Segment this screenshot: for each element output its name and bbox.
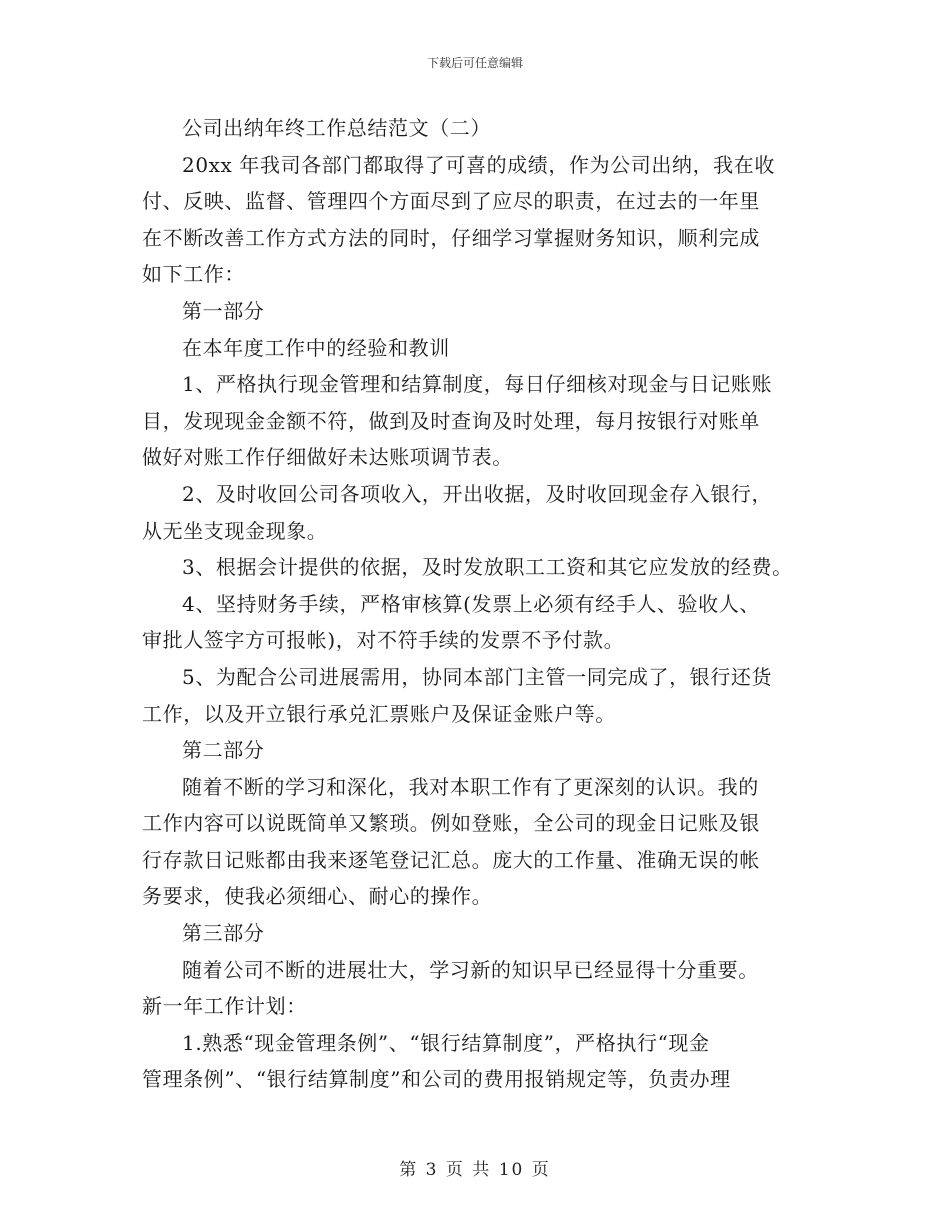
paragraph-line: 审批人签字方可报帐)，对不符手续的发票不予付款。	[142, 628, 625, 653]
document-title: 公司出纳年终工作总结范文（二）	[182, 116, 491, 140]
section-heading-part-one: 第一部分	[182, 298, 265, 323]
section-subheading: 在本年度工作中的经验和教训	[182, 335, 450, 360]
paragraph-line: 新一年工作计划：	[142, 994, 307, 1019]
paragraph-line: 做好对账工作仔细做好未达账项调节表。	[142, 445, 513, 470]
paragraph-line: 如下工作：	[142, 262, 245, 287]
paragraph-line: 行存款日记账都由我来逐笔登记汇总。庞大的工作量、准确无误的帐	[142, 847, 760, 872]
paragraph-line: 管理条例”、“银行结算制度”和公司的费用报销规定等，负责办理	[142, 1067, 731, 1092]
paragraph-line: 在不断改善工作方式方法的同时，仔细学习掌握财务知识，顺利完成	[142, 225, 760, 250]
section-heading-part-two: 第二部分	[182, 738, 265, 763]
paragraph-line: 付、反映、监督、管理四个方面尽到了应尽的职责，在过去的一年里	[142, 189, 760, 214]
paragraph-line: 工作内容可以说既简单又繁琐。例如登账，全公司的现金日记账及银	[142, 811, 760, 836]
paragraph-line: 工作，以及开立银行承兑汇票账户及保证金账户等。	[142, 701, 616, 726]
page-header-note: 下载后可任意编辑	[426, 56, 523, 70]
paragraph-line: 随着公司不断的进展壮大，学习新的知识早已经显得十分重要。	[182, 957, 759, 982]
paragraph-line: 5、为配合公司进展需用，协同本部门主管一同完成了，银行还货	[182, 664, 773, 689]
paragraph-line: 1.熟悉“现金管理条例”、“银行结算制度”，严格执行“现金	[182, 1030, 710, 1055]
section-heading-part-three: 第三部分	[182, 921, 265, 946]
paragraph-line: 3、根据会计提供的依据，及时发放职工工资和其它应发放的经费。	[182, 555, 793, 580]
document-body	[142, 110, 810, 1098]
paragraph-line: 20xx 年我司各部门都取得了可喜的成绩，作为公司出纳，我在收	[182, 152, 775, 177]
page-number-footer: 第 3 页 共 10 页	[399, 1160, 551, 1180]
paragraph-line: 从无坐支现金现象。	[142, 518, 328, 543]
paragraph-line: 随着不断的学习和深化，我对本职工作有了更深刻的认识。我的	[182, 774, 759, 799]
paragraph-line: 4、坚持财务手续，严格审核算(发票上必须有经手人、验收人、	[182, 591, 760, 616]
paragraph-line: 务要求，使我必须细心、耐心的操作。	[142, 884, 493, 909]
paragraph-line: 2、及时收回公司各项收入，开出收据，及时收回现金存入银行，	[182, 481, 773, 506]
paragraph-line: 目，发现现金金额不符，做到及时查询及时处理，每月按银行对账单	[142, 408, 760, 433]
paragraph-line: 1、严格执行现金管理和结算制度，每日仔细核对现金与日记账账	[182, 372, 773, 397]
